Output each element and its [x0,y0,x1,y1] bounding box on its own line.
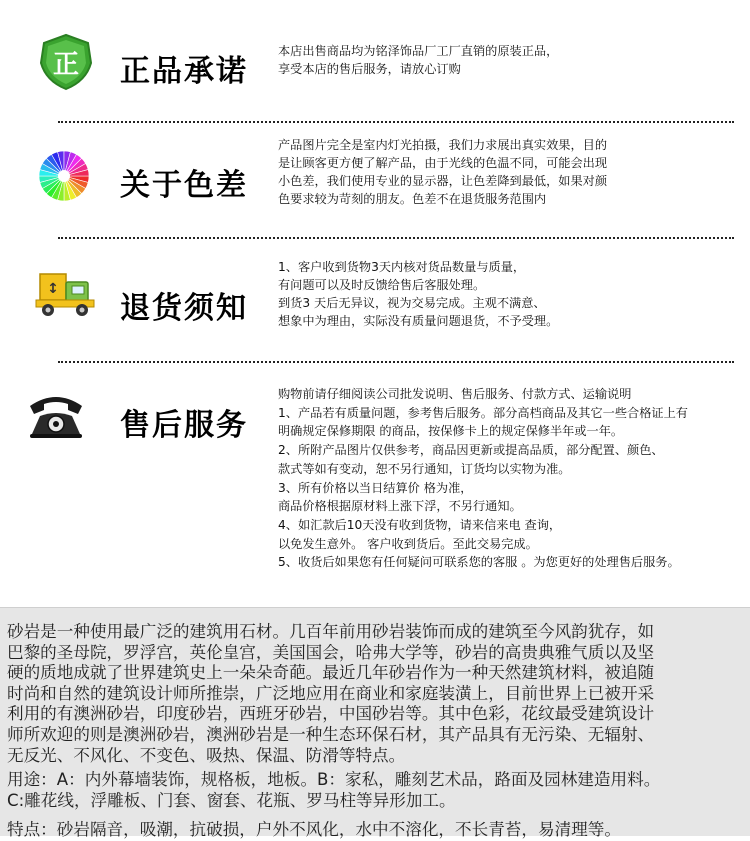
body-line: 1、客户收到货物3天内核对货品数量与质量， [278,260,526,274]
body-line: 本店出售商品均为铭泽饰品厂工厂直销的原装正品， [278,44,559,58]
svg-text:正: 正 [52,50,80,80]
description-line: 利用的有澳洲砂岩，印度砂岩，西班牙砂岩，中国砂岩等。其中色彩，花纹最受建筑设计 [7,704,655,724]
body-line: 产品图片完全是室内灯光拍摄，我们力求展出真实效果，目的 [278,138,608,152]
body-line: 是让顾客更方便了解产品，由于光线的色温不同，可能会出现 [278,156,608,170]
telephone-icon [26,392,86,440]
divider [58,361,734,363]
usage-line: 用途：A：内外幕墙装饰，规格板，地板。B：家私，雕刻艺术品，路面及园林建造用料。 [7,770,661,789]
genuine-shield-icon [36,33,96,91]
body-line: 3、所有价格以当日结算价 格为准， [278,480,473,495]
section-title-returns: 退货须知 [120,291,248,326]
usage-line: C:雕花线，浮雕板、门套、窗套、花瓶、罗马柱等异形加工。 [7,790,456,810]
description-line: 硬的质地成就了世界建筑史上一朵朵奇葩。最近几年砂岩作为一种天然建筑材料，被追随 [7,663,655,683]
description-intro [7,622,747,766]
section-title-after-sales: 售后服务 [120,408,248,443]
description-line: 砂岩是一种使用最广泛的建筑用石材。几百年前用砂岩装饰而成的建筑至今风韵犹存，如 [7,622,655,641]
section-body-after-sales [278,385,688,572]
body-line: 5、收货后如果您有任何疑问可联系您的客服 。为您更好的处理售后服务。 [278,555,680,570]
svg-text:↕: ↕ [47,281,59,297]
description-line: 师所欢迎的则是澳洲砂岩，澳洲砂岩是一种生态环保石材，其产品具有无污染、无辐射、 [7,724,655,744]
body-line: 商品价格根据原材料上涨下浮，不另行通知。 [278,499,522,514]
divider [58,121,734,123]
features-line: 特点：砂岩隔音，吸潮，抗破损，户外不风化，水中不溶化，不长青苔，易清理等。 [7,820,621,839]
body-line: 购物前请仔细阅读公司批发说明、售后服务、付款方式、运输说明 [278,387,632,401]
body-line: 4、如汇款后10天没有收到货物，请来信来电 查询， [278,517,562,532]
body-line: 款式等如有变动，恕不另行通知，订货均以实物为准。 [278,461,571,476]
body-line: 明确规定保修期限 的商品，按保修卡上的规定保修半年或一年。 [278,424,624,439]
description-features [7,820,747,841]
color-wheel-icon [38,150,90,202]
body-line: 色要求较为苛刻的朋友。色差不在退货服务范围内 [278,192,547,206]
section-body-genuine [278,42,558,78]
body-line: 1、产品若有质量问题，参考售后服务。部分高档商品及其它一些合格证上有 [278,405,688,420]
section-title-genuine: 正品承诺 [120,54,248,89]
body-line: 2、所附产品图片仅供参考，商品因更新或提高品质，部分配置、颜色、 [278,443,664,458]
section-title-color: 关于色差 [120,168,248,203]
body-line: 以免发生意外。 客户收到货后。至此交易完成。 [278,536,538,551]
body-line: 享受本店的售后服务，请放心订购 [278,62,461,76]
description-usage [7,770,747,811]
body-line: 想象中为理由，实际没有质量问题退货，不予受理。 [278,314,559,328]
description-line: 巴黎的圣母院，罗浮宫，英伦皇宫，美国国会，哈弗大学等，砂岩的高贵典雅气质以及坚 [7,642,655,662]
body-line: 小色差，我们使用专业的显示器，让色差降到最低，如果对颜 [278,174,608,188]
section-body-color [278,136,607,208]
description-line: 无反光、不风化、不变色、吸热、保温、防滑等特点。 [7,745,406,765]
section-body-returns [278,258,558,330]
delivery-truck-icon [32,268,102,318]
body-line: 到货3 天后无异议，视为交易完成。主观不满意、 [278,296,546,310]
body-line: 有问题可以及时反馈给售后客服处理。 [278,278,486,292]
description-line: 时尚和自然的建筑设计师所推崇，广泛地应用在商业和家庭装潢上，目前世界上已被开采 [7,683,655,703]
product-description-panel [0,607,750,839]
divider [58,237,734,239]
